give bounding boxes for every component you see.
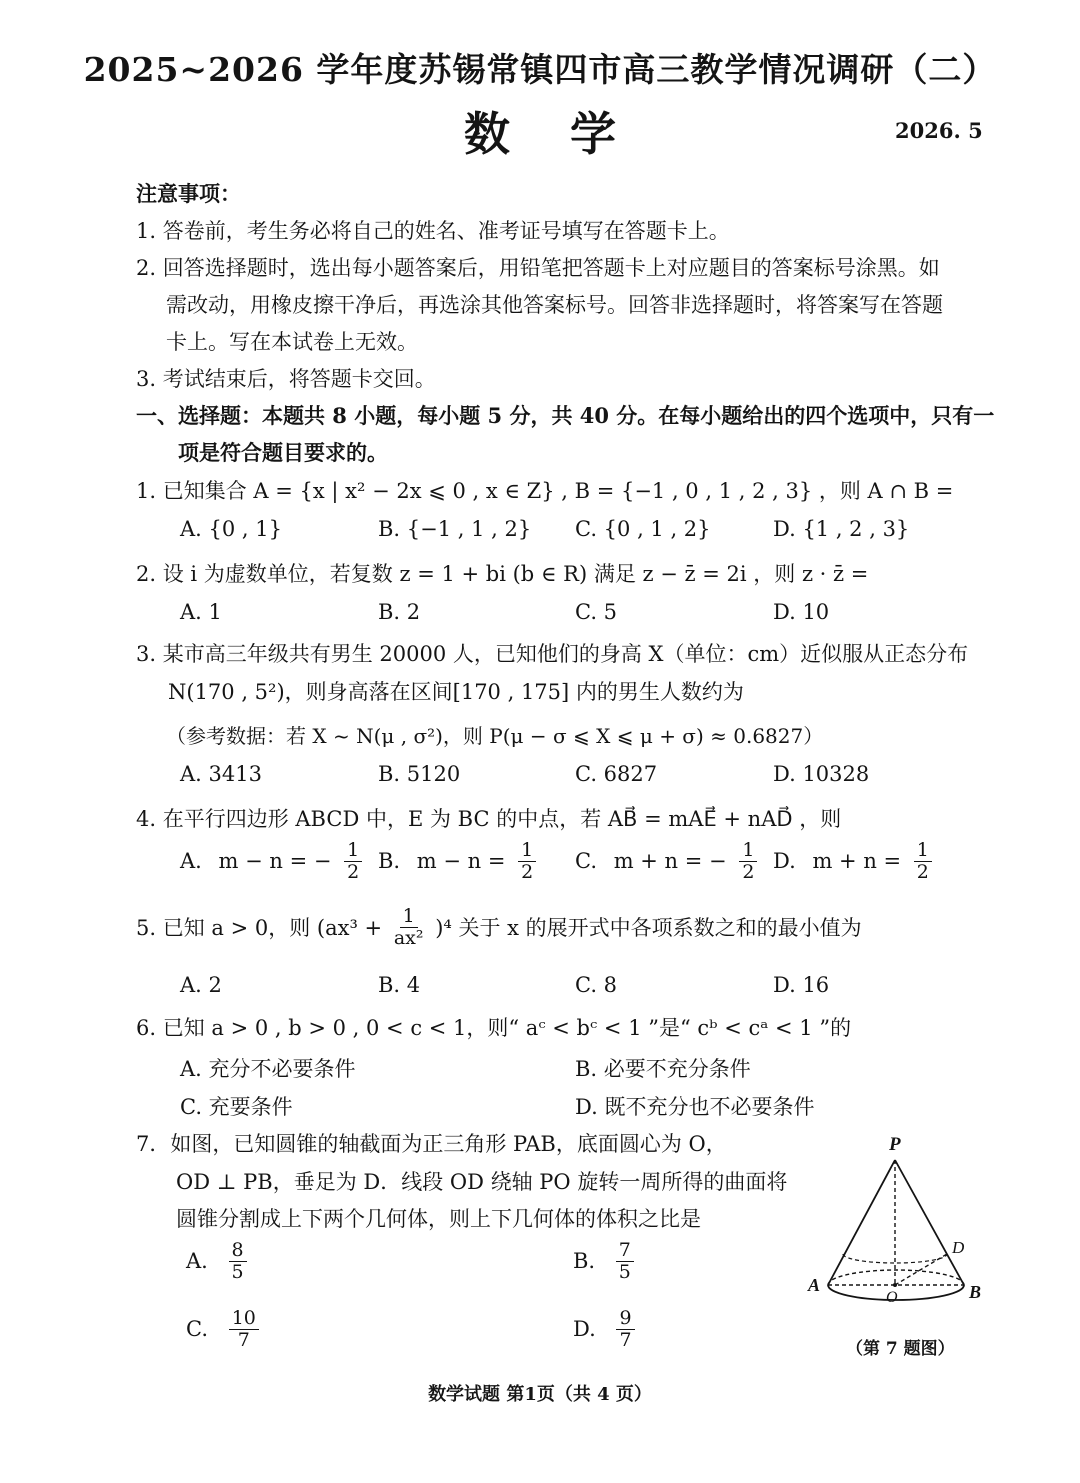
center-point [893, 1283, 897, 1287]
option-label: B. [378, 849, 401, 874]
q1-option-d: D. {1 , 2 , 3} [773, 517, 910, 541]
question-3-stem-cont: N(170 , 5²)，则身高落在区间[170 , 175] 内的男生人数约为 [168, 680, 744, 704]
q2-option-b: B. 2 [378, 600, 421, 624]
fraction [229, 1240, 247, 1283]
note-line: 需改动，用橡皮擦干净后，再选涂其他答案标号。回答非选择题时，将答案写在答题 [166, 293, 943, 317]
note-line: 3. 考试结束后，将答题卡交回。 [136, 367, 436, 391]
fraction-numerator: 1 [344, 840, 362, 862]
fraction-denominator: ax² [393, 926, 424, 949]
section-heading: 一、选择题：本题共 8 小题，每小题 5 分，共 40 分。在每小题给出的四个选项中，只有一 [136, 403, 995, 428]
q3-option-a: A. 3413 [180, 762, 262, 786]
q4-option-c [575, 840, 757, 883]
figure-caption: （第 7 题图） [846, 1339, 955, 1359]
fraction-denominator: 2 [347, 860, 360, 883]
fraction-numerator: 8 [229, 1240, 247, 1262]
note-line: 2. 回答选择题时，选出每小题答案后，用铅笔把答题卡上对应题目的答案标号涂黑。如 [136, 256, 940, 280]
notes-heading: 注意事项： [136, 181, 241, 206]
fraction-denominator: 2 [742, 860, 755, 883]
stem-text: )⁴ 关于 x 的展开式中各项系数之和的最小值为 [435, 916, 862, 941]
q2-option-a: A. 1 [180, 600, 222, 624]
fraction-denominator: 5 [618, 1260, 631, 1283]
cone-edge-pa [828, 1160, 895, 1285]
fraction [518, 840, 536, 883]
question-4-stem: 4. 在平行四边形 ABCD 中，E 为 BC 的中点，若 AB⃗ = mAE⃗ + nAD⃗ ，则 [136, 807, 842, 831]
option-expr: m − n = [416, 849, 506, 874]
base-back-arc [828, 1270, 964, 1285]
label-o: O [886, 1289, 898, 1306]
question-2-stem: 2. 设 i 为虚数单位，若复数 z = 1 + bi (b ∈ R) 满足 z − z̄ = 2i ，则 z · z̄ = [136, 562, 869, 586]
q1-option-a: A. {0 , 1} [180, 517, 282, 541]
option-label: B. [573, 1249, 596, 1274]
q1-option-b: B. {−1 , 1 , 2} [378, 517, 532, 541]
fraction-denominator: 7 [619, 1328, 632, 1351]
fraction [344, 840, 362, 883]
fraction-denominator: 5 [231, 1260, 244, 1283]
cone-edge-pb [895, 1160, 964, 1285]
q7-option-b [573, 1240, 634, 1283]
fraction [914, 840, 932, 883]
question-6-stem: 6. 已知 a > 0 , b > 0 , 0 < c < 1，则“ aᶜ < bᶜ < 1 ”是“ cᵇ < cᵃ < 1 ”的 [136, 1016, 852, 1040]
fraction [391, 906, 427, 949]
q5-option-c: C. 8 [575, 973, 618, 997]
q7-option-d [573, 1308, 635, 1351]
question-7-stem-cont: 圆锥分割成上下两个几何体，则上下几何体的体积之比是 [176, 1207, 701, 1231]
fraction-numerator: 7 [616, 1240, 634, 1262]
fraction [229, 1308, 259, 1351]
q6-option-a: A. 充分不必要条件 [180, 1057, 356, 1081]
q4-option-b [378, 840, 536, 883]
label-p: P [889, 1134, 901, 1155]
fraction-numerator: 1 [914, 840, 932, 862]
q5-option-a: A. 2 [180, 973, 222, 997]
q3-option-c: C. 6827 [575, 762, 658, 786]
fraction-denominator: 2 [916, 860, 929, 883]
fraction-numerator: 1 [739, 840, 757, 862]
option-label: C. [575, 849, 597, 874]
question-7-stem-cont: OD ⊥ PB，垂足为 D．线段 OD 绕轴 PO 旋转一周所得的曲面将 [176, 1170, 788, 1194]
question-1-stem: 1. 已知集合 A = {x | x² − 2x ⩽ 0 , x ∈ Z} , B = {−1 , 0 , 1 , 2 , 3} ，则 A ∩ B = [136, 479, 954, 503]
option-label: D. [573, 1317, 596, 1342]
q6-option-d: D. 既不充分也不必要条件 [575, 1095, 815, 1119]
fraction-numerator: 1 [518, 840, 536, 862]
fraction-denominator: 7 [237, 1328, 250, 1351]
q7-option-a [186, 1240, 247, 1283]
label-d: D [952, 1238, 965, 1257]
q3-option-b: B. 5120 [378, 762, 461, 786]
page-footer: 数学试题 第1页（共 4 页） [428, 1384, 652, 1405]
q3-option-d: D. 10328 [773, 762, 870, 786]
question-3-stem: 3. 某市高三年级共有男生 20000 人，已知他们的身高 X（单位：cm）近似服从正态分布 [136, 642, 969, 666]
label-a: A [808, 1275, 821, 1295]
q5-option-b: B. 4 [378, 973, 421, 997]
question-7-stem: 7．如图，已知圆锥的轴截面为正三角形 PAB，底面圆心为 O， [136, 1132, 727, 1156]
q2-option-d: D. 10 [773, 600, 830, 624]
cone-figure [800, 1128, 1000, 1328]
fraction-denominator: 2 [521, 860, 534, 883]
note-line: 1. 答卷前，考生务必将自己的姓名、准考证号填写在答题卡上。 [136, 219, 730, 243]
subject-title: 数学 [464, 107, 676, 161]
option-expr: m + n = − [613, 849, 727, 874]
fraction-numerator: 1 [400, 906, 418, 928]
note-line: 卡上。写在本试卷上无效。 [166, 330, 418, 354]
q4-option-a [180, 840, 362, 883]
fraction [739, 840, 757, 883]
exam-date: 2026. 5 [895, 118, 983, 143]
q6-option-c: C. 充要条件 [180, 1095, 293, 1119]
option-expr: m + n = [812, 849, 902, 874]
q6-option-b: B. 必要不充分条件 [575, 1057, 751, 1081]
q1-option-c: C. {0 , 1 , 2} [575, 517, 711, 541]
option-label: A. [186, 1249, 208, 1274]
fraction-numerator: 9 [616, 1308, 634, 1330]
option-label: C. [186, 1317, 208, 1342]
question-3-reference: （参考数据：若 X ~ N(μ , σ²)，则 P(μ − σ ⩽ X ⩽ μ + σ) ≈ 0.6827） [166, 724, 824, 748]
option-label: A. [180, 849, 202, 874]
stem-text: 5. 已知 a > 0，则 (ax³ + [136, 916, 383, 941]
q5-option-d: D. 16 [773, 973, 830, 997]
q4-option-d [773, 840, 932, 883]
fraction [616, 1308, 634, 1351]
fraction [616, 1240, 634, 1283]
q2-option-c: C. 5 [575, 600, 618, 624]
option-label: D. [773, 849, 796, 874]
question-5-stem [136, 906, 862, 949]
option-expr: m − n = − [218, 849, 332, 874]
fraction-numerator: 10 [229, 1308, 259, 1330]
exam-title: 2025~2026 学年度苏锡常镇四市高三教学情况调研（二） [83, 50, 997, 89]
section-heading-cont: 项是符合题目要求的。 [178, 440, 388, 465]
label-b: B [969, 1282, 982, 1302]
q7-option-c [186, 1308, 259, 1351]
